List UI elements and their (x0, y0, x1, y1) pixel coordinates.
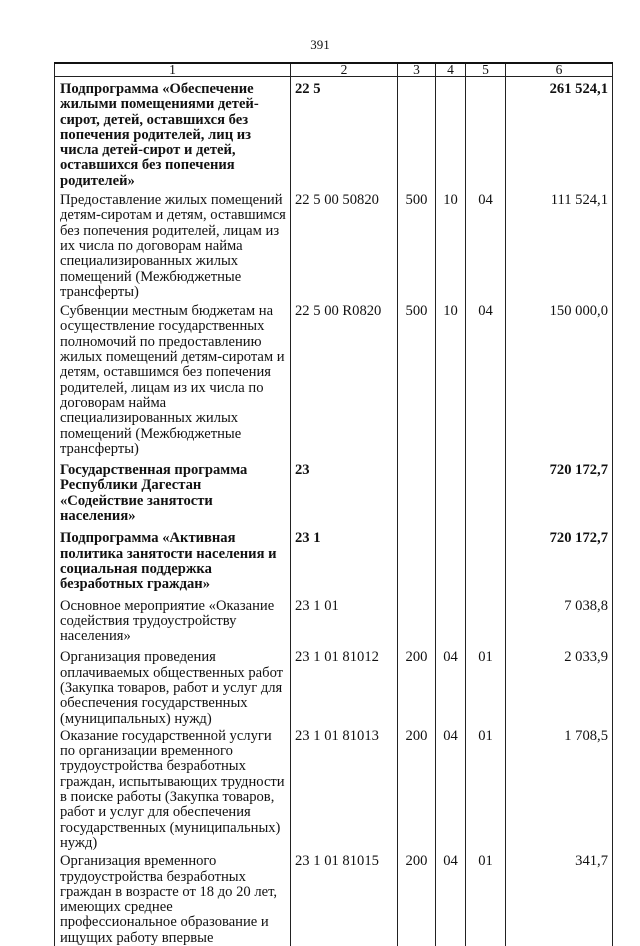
row-vr: 200 (398, 644, 436, 726)
row-code: 22 5 (291, 77, 398, 190)
page-number: 391 (310, 37, 330, 52)
row-sum: 111 524,1 (506, 189, 613, 300)
row-name: Субвенции местным бюджетам на осуществление государственных полномочий по предоставлению жилых помещений детям-сиротам и детям, оставшимся без попечения родителей, лицам из их числа по договорам найма специализированных жилых помещений (Межбюджетные трансферты) (55, 300, 291, 457)
row-name: Организация проведения оплачиваемых общественных работ (Закупка товаров, работ и услуг для обеспечения государственных (муниципальных) нужд) (55, 644, 291, 726)
row-pr: 04 (466, 189, 506, 300)
row-sum: 341,7 (506, 851, 613, 946)
row-rz: 10 (436, 189, 466, 300)
row-vr (398, 524, 436, 592)
row-code: 23 (291, 457, 398, 524)
row-code: 22 5 00 R0820 (291, 300, 398, 457)
header-col-3: 3 (398, 63, 436, 77)
row-pr (466, 77, 506, 190)
budget-table (54, 62, 613, 946)
row-pr (466, 524, 506, 592)
row-name: Подпрограмма «Активная политика занятости населения и социальная поддержка безработных граждан» (55, 524, 291, 592)
row-vr: 500 (398, 300, 436, 457)
header-col-4: 4 (436, 63, 466, 77)
table-row (55, 457, 613, 524)
row-code: 23 1 01 (291, 593, 398, 645)
row-rz: 04 (436, 727, 466, 851)
table-header-row (55, 63, 613, 77)
row-name: Организация временного трудоустройства безработных граждан в возрасте от 18 до 20 лет, имеющих среднее профессиональное образование и ищущих работу впервые (55, 851, 291, 946)
row-pr (466, 457, 506, 524)
row-name: Подпрограмма «Обеспечение жилыми помещениями детей-сирот, детей, оставшихся без попечения родителей, лиц из числа детей-сирот и детей, оставшихся без попечения родителей» (55, 77, 291, 190)
row-vr (398, 457, 436, 524)
table-row (55, 77, 613, 190)
header-col-1: 1 (55, 63, 291, 77)
row-sum: 7 038,8 (506, 593, 613, 645)
row-pr: 01 (466, 851, 506, 946)
row-name: Предоставление жилых помещений детям-сиротам и детям, оставшимся без попечения родителей, лицам из их числа по договорам найма специализированных жилых помещений (Межбюджетные трансферты) (55, 189, 291, 300)
row-pr (466, 593, 506, 645)
row-sum: 2 033,9 (506, 644, 613, 726)
row-rz: 04 (436, 644, 466, 726)
row-vr: 500 (398, 189, 436, 300)
table-row (55, 189, 613, 300)
row-rz (436, 593, 466, 645)
row-sum: 720 172,7 (506, 457, 613, 524)
table-row (55, 524, 613, 592)
row-pr: 01 (466, 727, 506, 851)
row-rz (436, 457, 466, 524)
table-row (55, 593, 613, 645)
row-code: 23 1 01 81015 (291, 851, 398, 946)
row-vr (398, 593, 436, 645)
row-sum: 150 000,0 (506, 300, 613, 457)
row-sum: 720 172,7 (506, 524, 613, 592)
row-name: Оказание государственной услуги по организации временного трудоустройства безработных граждан, испытывающих трудности в поиске работы (Закупка товаров, работ и услуг для обеспечения государственных (муниципальных) нужд) (55, 727, 291, 851)
row-rz (436, 77, 466, 190)
row-sum: 261 524,1 (506, 77, 613, 190)
table-row (55, 851, 613, 946)
table-row (55, 300, 613, 457)
row-pr: 04 (466, 300, 506, 457)
row-code: 23 1 01 81013 (291, 727, 398, 851)
row-rz (436, 524, 466, 592)
header-col-5: 5 (466, 63, 506, 77)
row-sum: 1 708,5 (506, 727, 613, 851)
table-row (55, 727, 613, 851)
header-col-6: 6 (506, 63, 613, 77)
row-vr (398, 77, 436, 190)
row-code: 22 5 00 50820 (291, 189, 398, 300)
row-code: 23 1 01 81012 (291, 644, 398, 726)
row-rz: 04 (436, 851, 466, 946)
row-vr: 200 (398, 727, 436, 851)
table-row (55, 644, 613, 726)
row-rz: 10 (436, 300, 466, 457)
row-vr: 200 (398, 851, 436, 946)
row-code: 23 1 (291, 524, 398, 592)
row-name: Основное мероприятие «Оказание содействия трудоустройству населения» (55, 593, 291, 645)
row-name: Государственная программа Республики Дагестан «Содействие занятости населения» (55, 457, 291, 524)
row-pr: 01 (466, 644, 506, 726)
header-col-2: 2 (291, 63, 398, 77)
